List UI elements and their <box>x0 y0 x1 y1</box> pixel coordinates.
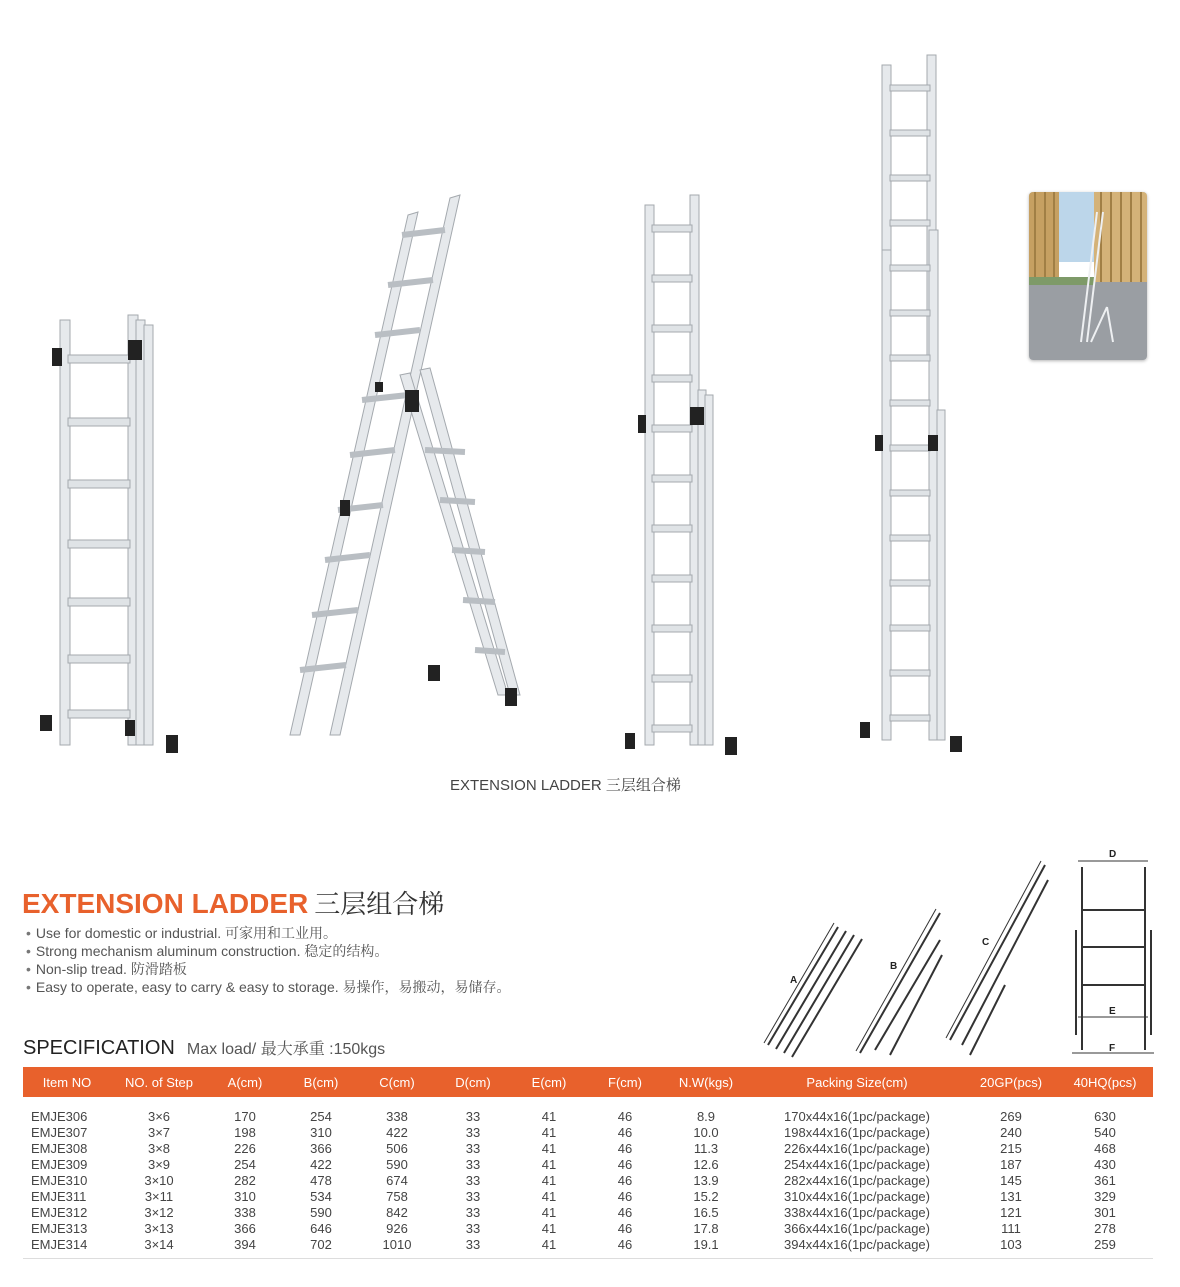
table-cell: 187 <box>1000 1157 1022 1172</box>
diagram-label-f: F <box>1109 1043 1116 1054</box>
column-header: 40HQ(pcs) <box>1057 1067 1153 1097</box>
table-cell: 301 <box>1094 1205 1116 1220</box>
table-cell: 41 <box>541 1221 557 1236</box>
column-header: B(cm) <box>283 1067 359 1097</box>
table-row <box>23 1125 1153 1141</box>
table-cell: 198 <box>234 1125 256 1140</box>
table-cell: EMJE313 <box>31 1221 88 1236</box>
table-cell: 46 <box>617 1237 633 1252</box>
table-cell: 170x44x16(1pc/package) <box>784 1109 930 1124</box>
table-cell: 226 <box>234 1141 256 1156</box>
dimension-diagram <box>760 845 1160 1065</box>
table-cell: 33 <box>465 1189 481 1204</box>
ladder-image-partially-extended <box>610 185 750 760</box>
table-cell: 338 <box>234 1205 256 1220</box>
table-cell: 926 <box>386 1221 408 1236</box>
table-cell: 46 <box>617 1109 633 1124</box>
table-cell: 468 <box>1094 1141 1116 1156</box>
table-cell: 16.5 <box>693 1205 719 1220</box>
table-cell: 269 <box>1000 1109 1022 1124</box>
table-cell: 310x44x16(1pc/package) <box>784 1189 930 1204</box>
specification-heading <box>23 1036 385 1060</box>
table-cell: 259 <box>1094 1237 1116 1252</box>
product-title-en: EXTENSION LADDER <box>22 888 309 919</box>
table-cell: EMJE312 <box>31 1205 88 1220</box>
table-cell: 338x44x16(1pc/package) <box>784 1205 930 1220</box>
table-cell: 33 <box>465 1173 481 1188</box>
table-cell: 111 <box>1001 1221 1021 1236</box>
column-header: NO. of Step <box>111 1067 207 1097</box>
table-cell: 103 <box>1000 1237 1022 1252</box>
specification-label: SPECIFICATION <box>23 1037 175 1059</box>
table-cell: 131 <box>1000 1189 1022 1204</box>
feature-list <box>26 924 511 996</box>
table-cell: 10.0 <box>693 1125 719 1140</box>
diagram-label-d: D <box>1109 849 1117 860</box>
table-cell: 366 <box>310 1141 332 1156</box>
ladder-image-a-frame <box>280 190 530 760</box>
table-cell: 240 <box>1000 1125 1022 1140</box>
table-cell: 674 <box>386 1173 408 1188</box>
table-cell: 366x44x16(1pc/package) <box>784 1221 930 1236</box>
feature-item: • Non-slip tread. 防滑踏板 <box>26 960 511 978</box>
table-cell: 3×8 <box>147 1141 171 1156</box>
table-row <box>23 1205 1153 1221</box>
column-header: Packing Size(cm) <box>749 1067 965 1097</box>
diagram-label-a: A <box>790 975 798 986</box>
column-header: Item NO <box>23 1067 111 1097</box>
table-cell: 394 <box>234 1237 256 1252</box>
table-cell: 46 <box>617 1157 633 1172</box>
table-cell: 41 <box>541 1125 557 1140</box>
table-row <box>23 1157 1153 1173</box>
table-cell: 41 <box>541 1109 557 1124</box>
table-cell: 3×10 <box>144 1173 174 1188</box>
table-cell: 646 <box>310 1221 332 1236</box>
table-cell: 41 <box>541 1173 557 1188</box>
diagram-label-e: E <box>1109 1006 1116 1017</box>
table-cell: 3×14 <box>144 1237 174 1252</box>
table-cell: 702 <box>310 1237 332 1252</box>
table-cell: 758 <box>386 1189 408 1204</box>
table-header-row <box>23 1067 1153 1097</box>
column-header: C(cm) <box>359 1067 435 1097</box>
table-cell: 1010 <box>382 1237 412 1252</box>
table-cell: EMJE307 <box>31 1125 88 1140</box>
max-load: Max load/ 最大承重 :150kgs <box>186 1041 386 1058</box>
ladder-image-collapsed <box>30 310 190 760</box>
table-cell: 46 <box>617 1141 633 1156</box>
table-row <box>23 1173 1153 1189</box>
table-cell: 3×11 <box>144 1189 174 1204</box>
table-cell: 46 <box>617 1125 633 1140</box>
table-cell: EMJE309 <box>31 1157 88 1172</box>
table-cell: 310 <box>234 1189 256 1204</box>
table-body <box>23 1097 1153 1253</box>
table-row <box>23 1141 1153 1157</box>
table-cell: 534 <box>310 1189 332 1204</box>
table-cell: EMJE311 <box>31 1189 87 1204</box>
table-cell: 254 <box>310 1109 332 1124</box>
table-cell: 215 <box>1000 1141 1022 1156</box>
table-cell: 278 <box>1094 1221 1116 1236</box>
table-cell: 46 <box>617 1173 633 1188</box>
table-cell: 478 <box>310 1173 332 1188</box>
table-cell: 506 <box>386 1141 408 1156</box>
table-cell: EMJE310 <box>31 1173 88 1188</box>
table-cell: 3×9 <box>147 1157 171 1172</box>
table-cell: 3×13 <box>144 1221 174 1236</box>
table-cell: EMJE306 <box>31 1109 88 1124</box>
table-cell: 33 <box>465 1205 481 1220</box>
table-row <box>23 1109 1153 1125</box>
table-cell: 33 <box>465 1125 481 1140</box>
table-cell: 254 <box>234 1157 256 1172</box>
table-cell: 41 <box>541 1157 557 1172</box>
table-cell: 41 <box>541 1141 557 1156</box>
ladder-image-fully-extended <box>850 50 980 760</box>
table-cell: 41 <box>541 1205 557 1220</box>
table-cell: 630 <box>1094 1109 1116 1124</box>
table-cell: 254x44x16(1pc/package) <box>784 1157 930 1172</box>
table-cell: 17.8 <box>693 1221 719 1236</box>
table-row <box>23 1237 1153 1253</box>
table-cell: 8.9 <box>696 1109 716 1124</box>
specification-table <box>23 1067 1153 1253</box>
column-header: F(cm) <box>587 1067 663 1097</box>
product-title <box>22 884 444 921</box>
table-cell: 198x44x16(1pc/package) <box>784 1125 930 1140</box>
table-cell: EMJE314 <box>31 1237 88 1252</box>
table-cell: 329 <box>1094 1189 1116 1204</box>
table-cell: 310 <box>310 1125 332 1140</box>
column-header: A(cm) <box>207 1067 283 1097</box>
table-cell: 46 <box>617 1221 633 1236</box>
scene-photo <box>1029 192 1147 360</box>
table-cell: 226x44x16(1pc/package) <box>784 1141 930 1156</box>
table-cell: 842 <box>386 1205 408 1220</box>
table-cell: 33 <box>465 1157 481 1172</box>
table-cell: 430 <box>1094 1157 1116 1172</box>
feature-item: • Strong mechanism aluminum construction. 稳定的结构。 <box>26 942 511 960</box>
table-cell: 540 <box>1094 1125 1116 1140</box>
table-cell: 46 <box>617 1189 633 1204</box>
table-cell: 33 <box>465 1141 481 1156</box>
table-cell: 12.6 <box>693 1157 719 1172</box>
image-caption: EXTENSION LADDER 三层组合梯 <box>450 777 681 794</box>
table-cell: 3×12 <box>144 1205 174 1220</box>
table-cell: 121 <box>1000 1205 1022 1220</box>
product-title-cn: 三层组合梯 <box>314 889 445 919</box>
table-cell: 33 <box>465 1221 481 1236</box>
table-cell: 13.9 <box>693 1173 719 1188</box>
table-cell: 422 <box>310 1157 332 1172</box>
table-cell: 33 <box>465 1237 481 1252</box>
feature-item: • Use for domestic or industrial. 可家用和工业用。 <box>26 924 511 942</box>
table-cell: EMJE308 <box>31 1141 88 1156</box>
table-cell: 145 <box>1000 1173 1022 1188</box>
table-cell: 282x44x16(1pc/package) <box>784 1173 930 1188</box>
column-header: 20GP(pcs) <box>965 1067 1057 1097</box>
diagram-label-c: C <box>982 937 990 948</box>
table-cell: 422 <box>386 1125 408 1140</box>
table-cell: 170 <box>234 1109 256 1124</box>
table-cell: 338 <box>386 1109 408 1124</box>
table-cell: 394x44x16(1pc/package) <box>784 1237 930 1252</box>
table-cell: 41 <box>541 1237 557 1252</box>
table-cell: 366 <box>234 1221 256 1236</box>
table-cell: 19.1 <box>693 1237 719 1252</box>
column-header: N.W(kgs) <box>663 1067 749 1097</box>
table-cell: 590 <box>386 1157 408 1172</box>
table-cell: 590 <box>310 1205 332 1220</box>
table-cell: 33 <box>465 1109 481 1124</box>
table-row <box>23 1221 1153 1237</box>
table-cell: 46 <box>617 1205 633 1220</box>
table-bottom-rule <box>23 1258 1153 1259</box>
table-cell: 41 <box>541 1189 557 1204</box>
table-cell: 11.3 <box>693 1141 719 1156</box>
table-cell: 361 <box>1094 1173 1116 1188</box>
table-cell: 15.2 <box>693 1189 719 1204</box>
feature-item: • Easy to operate, easy to carry & easy to storage. 易操作，易搬动，易储存。 <box>26 978 511 996</box>
table-row <box>23 1189 1153 1205</box>
table-cell: 282 <box>234 1173 256 1188</box>
table-cell: 3×6 <box>147 1109 171 1124</box>
diagram-label-b: B <box>890 961 898 972</box>
table-cell: 3×7 <box>147 1125 171 1140</box>
column-header: D(cm) <box>435 1067 511 1097</box>
column-header: E(cm) <box>511 1067 587 1097</box>
